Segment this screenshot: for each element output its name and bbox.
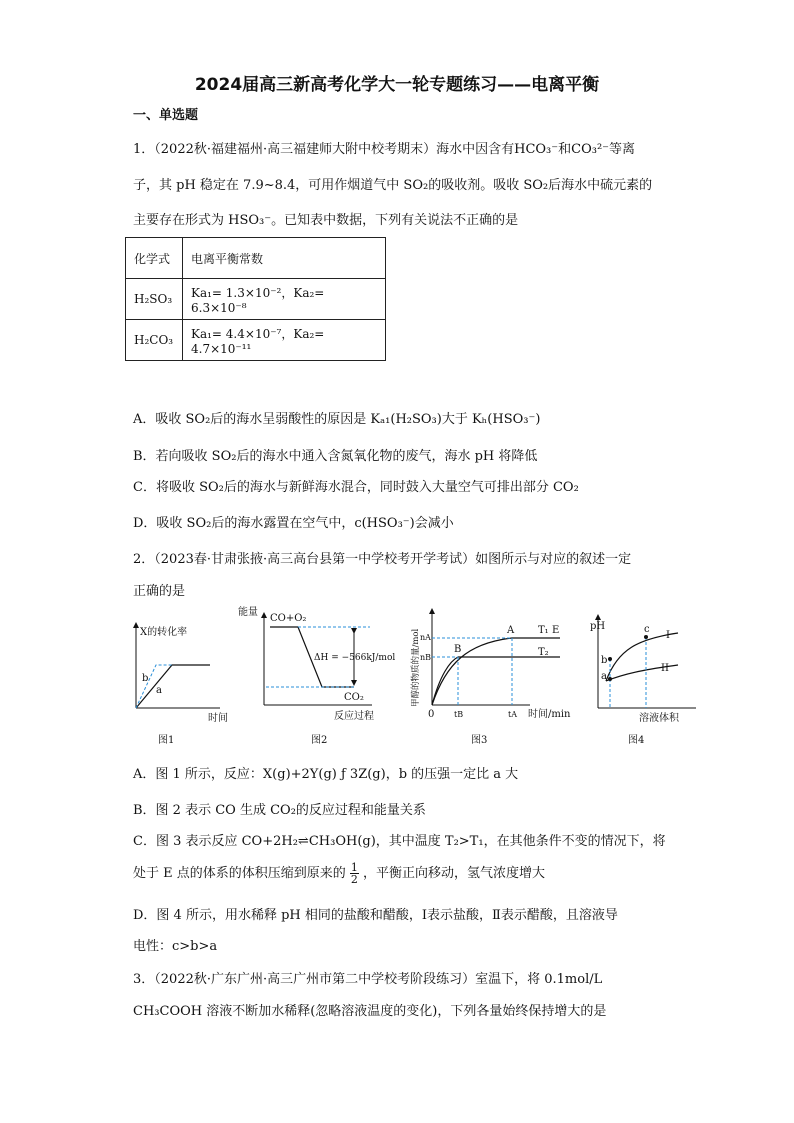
ionization-constant-table — [125, 237, 386, 361]
fig1-curve-a — [136, 665, 210, 708]
fig3-e: E — [552, 625, 560, 636]
q1-option-d: D．吸收 SO₂后的海水露置在空气中，c(HSO₃⁻)会减小 — [133, 516, 454, 531]
table-cell: Ka₁= 4.4×10⁻⁷，Ka₂= 4.7×10⁻¹¹ — [183, 320, 386, 361]
fig3-caption: 图3 — [471, 735, 488, 746]
fig4-label-a: a — [601, 671, 607, 682]
fig4-label-i: I — [666, 630, 670, 641]
q2-option-b: B．图 2 表示 CO 生成 CO₂的反应过程和能量关系 — [133, 803, 426, 818]
fig3-xlabel: 时间/min — [528, 709, 571, 720]
q1-stem-line1: 1．（2022秋·福建福州·高三福建师大附中校考期末）海水中因含有HCO₃⁻和CO₃²⁻等离 — [133, 142, 636, 157]
q2-option-d-line2: 电性：c>b>a — [133, 939, 218, 954]
figure-1 — [136, 625, 228, 746]
fig3-ylabel: 甲醇的物质的量/mol — [411, 628, 421, 707]
fig4-point-c — [644, 635, 648, 639]
table-row — [126, 279, 386, 320]
q1-option-c: C．将吸收 SO₂后的海水与新鲜海水混合，同时鼓入大量空气可排出部分 CO₂ — [133, 480, 579, 495]
fig4-ylabel: pH — [590, 621, 606, 632]
fig4-point-b — [608, 657, 612, 661]
q3-stem-line2: CH₃COOH 溶液不断加水稀释(忽略溶液温度的变化)，下列各量始终保持增大的是 — [133, 1004, 607, 1019]
fig4-label-c: c — [644, 624, 650, 635]
q1-option-a: A．吸收 SO₂后的海水呈弱酸性的原因是 Kₐ₁(H₂SO₃)大于 Kₕ(HSO₃⁻) — [133, 412, 541, 427]
q2-option-c-text-b: ，平衡正向移动，氢气浓度增大 — [363, 866, 546, 881]
section-heading: 一、单选题 — [133, 108, 199, 123]
table-header-cell: 电离平衡常数 — [183, 238, 386, 279]
fig3-origin: 0 — [428, 709, 435, 720]
q2-option-c-line2 — [133, 862, 545, 885]
fig3-point-a: A — [507, 625, 515, 636]
fig2-xlabel: 反应过程 — [334, 711, 374, 722]
table-cell: H₂CO₃ — [126, 320, 183, 361]
fig1-label-b: b — [142, 673, 149, 684]
fig3-ta: tA — [508, 710, 517, 719]
table-cell: Ka₁= 1.3×10⁻²，Ka₂= 6.3×10⁻⁸ — [183, 279, 386, 320]
fig3-curve-t2 — [432, 657, 560, 705]
fig2-top-label: CO+O₂ — [270, 613, 307, 624]
fig4-xlabel: 溶液体积 — [639, 713, 679, 724]
fig2-caption: 图2 — [311, 735, 328, 746]
fig4-label-ii: II — [661, 663, 669, 674]
fig1-caption: 图1 — [158, 735, 175, 746]
q2-option-d-line1: D．图 4 所示，用水稀释 pH 相同的盐酸和醋酸，Ⅰ表示盐酸，Ⅱ表示醋酸，且溶液导 — [133, 908, 618, 923]
q1-option-b: B．若向吸收 SO₂后的海水中通入含氮氧化物的废气，海水 pH 将降低 — [133, 449, 538, 464]
figure-3 — [410, 611, 571, 746]
table-header-cell: 化学式 — [126, 238, 183, 279]
doc-title: 2024届高三新高考化学大一轮专题练习——电离平衡 — [194, 75, 600, 95]
fig4-label-b: b — [601, 655, 608, 666]
fraction — [350, 862, 359, 885]
fig4-caption: 图4 — [628, 735, 645, 746]
q1-stem-line2: 子，其 pH 稳定在 7.9~8.4，可用作烟道气中 SO₂的吸收剂。吸收 SO₂后海水中硫元素的 — [133, 178, 653, 193]
q2-figures — [128, 603, 708, 748]
fig3-nb: nB — [420, 653, 432, 662]
fraction-denominator: 2 — [350, 873, 358, 886]
table-row — [126, 320, 386, 361]
fig2-ylabel: 能量 — [238, 607, 258, 618]
fig1-label-a: a — [156, 685, 162, 696]
fig4-point-a — [608, 677, 612, 681]
q2-stem-line2: 正确的是 — [133, 584, 186, 599]
q2-option-c-text-a: 处于 E 点的体系的体积压缩到原来的 — [133, 866, 346, 881]
figure-2 — [238, 605, 395, 746]
q1-stem-line3: 主要存在形式为 HSO₃⁻。已知表中数据，下列有关说法不正确的是 — [133, 213, 519, 228]
figure-4 — [590, 617, 696, 746]
fig3-t2: T₂ — [538, 647, 549, 658]
fig3-tb: tB — [454, 710, 464, 719]
fig1-ylabel: X的转化率 — [140, 627, 188, 638]
fraction-numerator: 1 — [350, 861, 358, 874]
fig3-point-b: B — [454, 644, 462, 655]
fig2-bottom-label: CO₂ — [344, 692, 364, 703]
table-header-row — [126, 238, 386, 279]
q2-option-c-line1: C．图 3 表示反应 CO+2H₂⇌CH₃OH(g)，其中温度 T₂>T₁，在其他条件不变的情况下，将 — [133, 834, 666, 849]
table-cell: H₂SO₃ — [126, 279, 183, 320]
q2-option-a: A．图 1 所示，反应：X(g)+2Y(g) ƒ 3Z(g)，b 的压强一定比 a 大 — [133, 767, 519, 782]
fig3-t1: T₁ — [538, 625, 549, 636]
fig2-dh-label: ΔH = −566kJ/mol — [314, 653, 396, 663]
q2-stem-line1: 2．（2023春·甘肃张掖·高三高台县第一中学校考开学考试）如图所示与对应的叙述一定 — [133, 552, 632, 567]
q3-stem-line1: 3．（2022秋·广东广州·高三广州市第二中学校考阶段练习）室温下，将 0.1mol/L — [133, 972, 603, 987]
fig1-xlabel: 时间 — [208, 713, 228, 724]
fig3-na: nA — [420, 633, 431, 642]
